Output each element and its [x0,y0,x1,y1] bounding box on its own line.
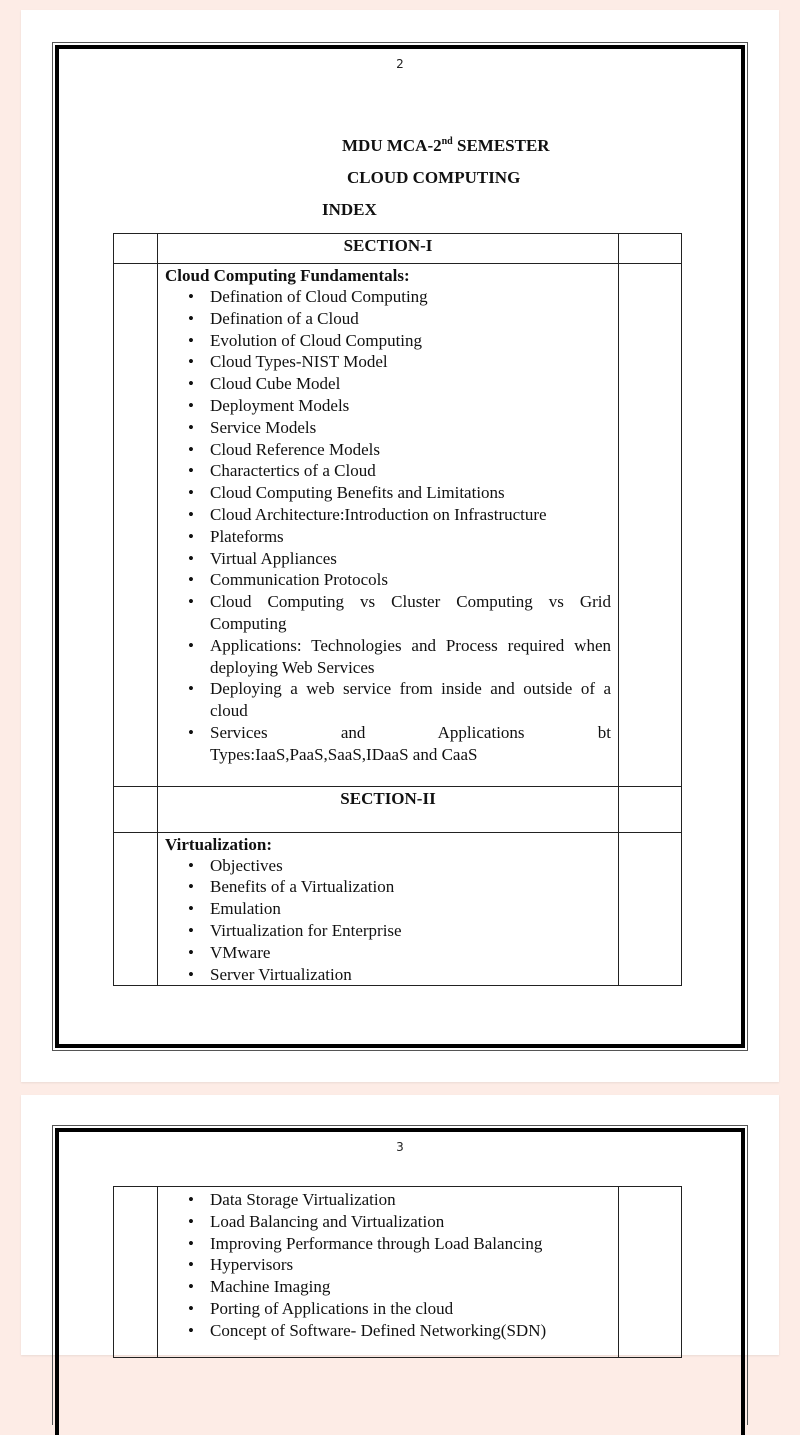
empty-cell [619,234,682,264]
list-item-text: Service Models [210,417,317,437]
list-item [188,1320,611,1342]
list-item-text: Evolution of Cloud Computing [210,330,423,350]
section-header-cell [158,786,619,832]
empty-cell [114,234,158,264]
list-item [188,591,611,635]
bullet-icon: • [188,504,194,524]
index-table [113,1186,682,1358]
topic-list [165,1187,611,1342]
list-item-text: Emulation [210,899,281,919]
section-header-cell [158,234,619,264]
list-item [188,1254,611,1276]
course-title-suffix: SEMESTER [452,136,550,155]
list-item-text: Virtual Appliances [210,548,337,568]
bullet-icon: • [188,722,194,742]
list-item [188,722,611,766]
empty-cell [114,264,158,787]
bullet-icon: • [188,1320,194,1340]
bullet-icon: • [188,592,194,612]
list-item-text: Virtualization for Enterprise [210,920,402,940]
bullet-icon: • [188,1277,194,1297]
list-item [188,678,611,722]
list-item-text: Deploying a web service from inside and outside of a cloud [210,679,611,721]
bullet-icon: • [188,548,194,568]
list-item [188,635,611,679]
course-title-prefix: MDU MCA-2 [342,136,442,155]
list-item-text: Communication Protocols [210,570,389,590]
list-item-text: Deployment Models [210,395,350,415]
list-item-text: Machine Imaging [210,1277,331,1297]
bullet-icon: • [188,920,194,940]
topic-title: Virtualization: [165,834,273,854]
bullet-icon: • [188,635,194,655]
list-item-text: Charactertics of a Cloud [210,461,376,481]
bullet-icon: • [188,330,194,350]
list-item [188,898,611,920]
section-content-cell [158,1187,619,1358]
empty-cell [114,1187,158,1358]
section-2-header: SECTION-II [340,788,436,808]
bullet-icon: • [188,1298,194,1318]
list-item [188,482,611,504]
list-item-text: Hypervisors [210,1255,294,1275]
list-item-text: Cloud Architecture:Introduction on Infrastructure [210,504,547,524]
index-heading: INDEX [322,200,377,219]
empty-cell [619,1187,682,1358]
index-table [113,233,682,986]
bullet-icon: • [188,439,194,459]
course-title [342,136,550,156]
list-item-text: Concept of Software- Defined Networking(SDN) [210,1320,547,1340]
list-item [188,1276,611,1298]
empty-cell [619,786,682,832]
list-item-text-line-2: Computing [210,613,287,633]
list-item-text: VMware [210,942,271,962]
list-item-text: Cloud Computing Benefits and Limitations [210,483,505,503]
list-item [188,548,611,570]
list-item [188,1211,611,1233]
section-content-cell [158,264,619,787]
bullet-icon: • [188,679,194,699]
list-item-text-line-1: Cloud Computing vs Cluster Computing vs Grid [210,592,611,612]
bullet-icon: • [188,287,194,306]
bullet-icon: • [188,1211,194,1231]
list-item [188,373,611,395]
list-item-text: Load Balancing and Virtualization [210,1211,445,1231]
list-item [188,1189,611,1211]
list-item-text: Defination of Cloud Computing [210,287,428,306]
bullet-icon: • [188,461,194,481]
list-item [188,964,611,986]
subject-title: CLOUD COMPUTING [347,168,521,187]
list-item [188,460,611,482]
document-page-2 [21,10,779,1082]
bullet-icon: • [188,417,194,437]
list-item-text: Porting of Applications in the cloud [210,1298,454,1318]
list-item-text: Benefits of a Virtualization [210,877,395,897]
list-item [188,569,611,591]
bullet-icon: • [188,877,194,897]
list-item-text: Cloud Types-NIST Model [210,352,388,372]
bullet-icon: • [188,1233,194,1253]
list-item [188,395,611,417]
list-item-text: Defination of a Cloud [210,308,359,328]
topic-title: Cloud Computing Fundamentals: [165,266,410,285]
list-item-text: Cloud Reference Models [210,439,380,459]
list-item-text-line-1: Services and Applications bt [210,722,611,742]
bullet-icon: • [188,374,194,394]
section-content-row [114,264,682,787]
bullet-icon: • [188,526,194,546]
list-item [188,417,611,439]
list-item [188,920,611,942]
empty-cell [114,832,158,986]
section-header-row [114,786,682,832]
bullet-icon: • [188,942,194,962]
section-content-cell [158,832,619,986]
list-item [188,942,611,964]
list-item-text: Plateforms [210,526,284,546]
section-header-row [114,234,682,264]
bullet-icon: • [188,1190,194,1209]
list-item-text: Improving Performance through Load Balancing [210,1233,543,1253]
document-page-3 [21,1095,779,1355]
list-item [188,504,611,526]
bullet-icon: • [188,308,194,328]
empty-cell [619,832,682,986]
list-item [188,351,611,373]
empty-cell [619,264,682,787]
course-title-superscript: nd [441,136,453,147]
topic-list [165,855,611,986]
topic-list [165,286,611,786]
list-item [188,526,611,548]
list-item-text: Server Virtualization [210,964,352,984]
section-1-header: SECTION-I [343,236,433,255]
list-item-text: Data Storage Virtualization [210,1190,396,1209]
bullet-icon: • [188,964,194,984]
list-item-text-line-2: Types:IaaS,PaaS,SaaS,IDaaS and CaaS [210,744,478,764]
bullet-icon: • [188,570,194,590]
bullet-icon: • [188,483,194,503]
list-item [188,330,611,352]
list-item [188,1298,611,1320]
list-item [188,876,611,898]
list-item [188,286,611,308]
bullet-icon: • [188,899,194,919]
list-item [188,439,611,461]
list-item [188,1233,611,1255]
page-number: 3 [396,1140,404,1154]
bullet-icon: • [188,395,194,415]
bullet-icon: • [188,352,194,372]
section-content-row [114,832,682,986]
list-item-text: Objectives [210,855,283,875]
bullet-icon: • [188,1255,194,1275]
empty-cell [114,786,158,832]
list-item-text: Applications: Technologies and Process required when deploying Web Services [210,635,611,677]
list-item [188,855,611,877]
page-number: 2 [396,57,404,71]
section-content-row [114,1187,682,1358]
list-item-text: Cloud Cube Model [210,374,341,394]
list-item [188,308,611,330]
bullet-icon: • [188,855,194,875]
